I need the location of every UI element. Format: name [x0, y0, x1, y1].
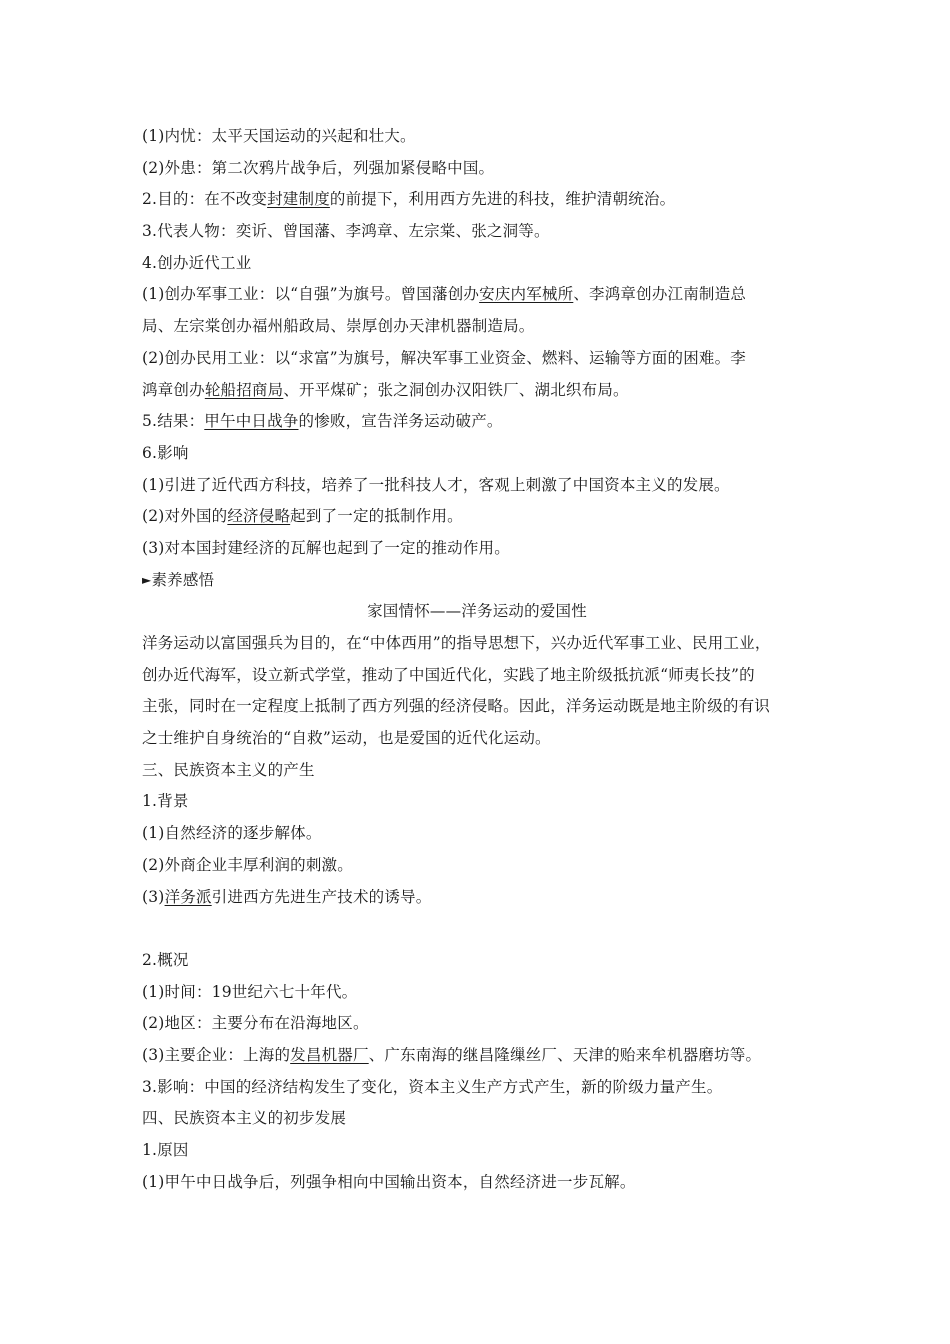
text-line: (1)甲午中日战争后，列强争相向中国输出资本，自然经济进一步瓦解。 [142, 1172, 636, 1191]
text-line: 2.目的：在不改变封建制度的前提下，利用西方先进的科技，维护清朝统治。 [142, 190, 676, 209]
text-line: 主张，同时在一定程度上抵制了西方列强的经济侵略。因此，洋务运动既是地主阶级的有识 [142, 697, 771, 716]
text-line: (2)创办民用工业：以“求富”为旗号，解决军事工业资金、燃料、运输等方面的困难。李 [142, 348, 747, 367]
chapter-heading: 四、民族资本主义的初步发展 [142, 1109, 347, 1128]
blank-line [142, 913, 812, 945]
text-line: 局、左宗棠创办福州船政局、崇厚创办天津机器制造局。 [142, 317, 535, 336]
text-line: (2)外商企业丰厚利润的刺激。 [142, 855, 353, 874]
text-line: (2)对外国的经济侵略起到了一定的抵制作用。 [142, 507, 463, 526]
section-heading: 1.原因 [142, 1141, 189, 1159]
text-line: (3)对本国封建经济的瓦解也起到了一定的推动作用。 [142, 538, 510, 557]
text-line: (2)地区：主要分布在沿海地区。 [142, 1014, 369, 1033]
section-heading: 6.影响 [142, 443, 189, 462]
text-line: 鸿章创办轮船招商局、开平煤矿；张之洞创办汉阳铁厂、湖北织布局。 [142, 380, 629, 399]
underlined-term: 洋务派 [164, 887, 212, 906]
text-line: 3.影响：中国的经济结构发生了变化，资本主义生产方式产生，新的阶级力量产生。 [142, 1077, 723, 1096]
insight-title: 家国情怀——洋务运动的爱国性 [367, 602, 587, 621]
underlined-term: 安庆内军械所 [479, 285, 574, 304]
text-line: (2)外患：第二次鸦片战争后，列强加紧侵略中国。 [142, 158, 495, 177]
text-line: (3)洋务派引进西方先进生产技术的诱导。 [142, 887, 432, 906]
underlined-term: 轮船招商局 [204, 380, 284, 399]
section-heading: 4.创办近代工业 [142, 253, 252, 272]
underlined-term: 封建制度 [267, 190, 330, 209]
text-line: (1)内忧：太平天国运动的兴起和壮大。 [142, 127, 416, 145]
text-line: 3.代表人物：奕䜣、曾国藩、李鸿章、左宗棠、张之洞等。 [142, 222, 550, 241]
section-heading: 1.背景 [142, 792, 189, 811]
text-line: (1)引进了近代西方科技，培养了一批科技人才，客观上刺激了中国资本主义的发展。 [142, 475, 730, 494]
text-line: (3)主要企业：上海的发昌机器厂、广东南海的继昌隆缫丝厂、天津的贻来牟机器磨坊等。 [142, 1045, 762, 1064]
text-line: (1)创办军事工业：以“自强”为旗号。曾国藩创办安庆内军械所、李鸿章创办江南制造总 [142, 285, 747, 304]
underlined-term: 甲午中日战争 [204, 412, 299, 431]
underlined-term: 经济侵略 [227, 507, 291, 526]
text-line: 之士维护自身统治的“自救”运动，也是爱国的近代化运动。 [142, 729, 551, 748]
triangle-marker-icon: ► [142, 572, 152, 587]
section-heading: 2.概况 [142, 950, 189, 969]
text-line: (1)自然经济的逐步解体。 [142, 824, 322, 843]
document-body [142, 121, 812, 1198]
text-line: 5.结果：甲午中日战争的惨败，宣告洋务运动破产。 [142, 412, 503, 431]
text-line: (1)时间：19世纪六七十年代。 [142, 982, 358, 1001]
underlined-term: 发昌机器厂 [290, 1045, 369, 1064]
text-line: 创办近代海军，设立新式学堂，推动了中国近代化，实践了地主阶级抵抗派“师夷长技”的 [142, 665, 755, 684]
text-line: 洋务运动以富国强兵为目的，在“中体西用”的指导思想下，兴办近代军事工业、民用工业， [142, 634, 771, 652]
chapter-heading: 三、民族资本主义的产生 [142, 760, 315, 779]
insight-heading: ►素养感悟 [142, 565, 812, 597]
